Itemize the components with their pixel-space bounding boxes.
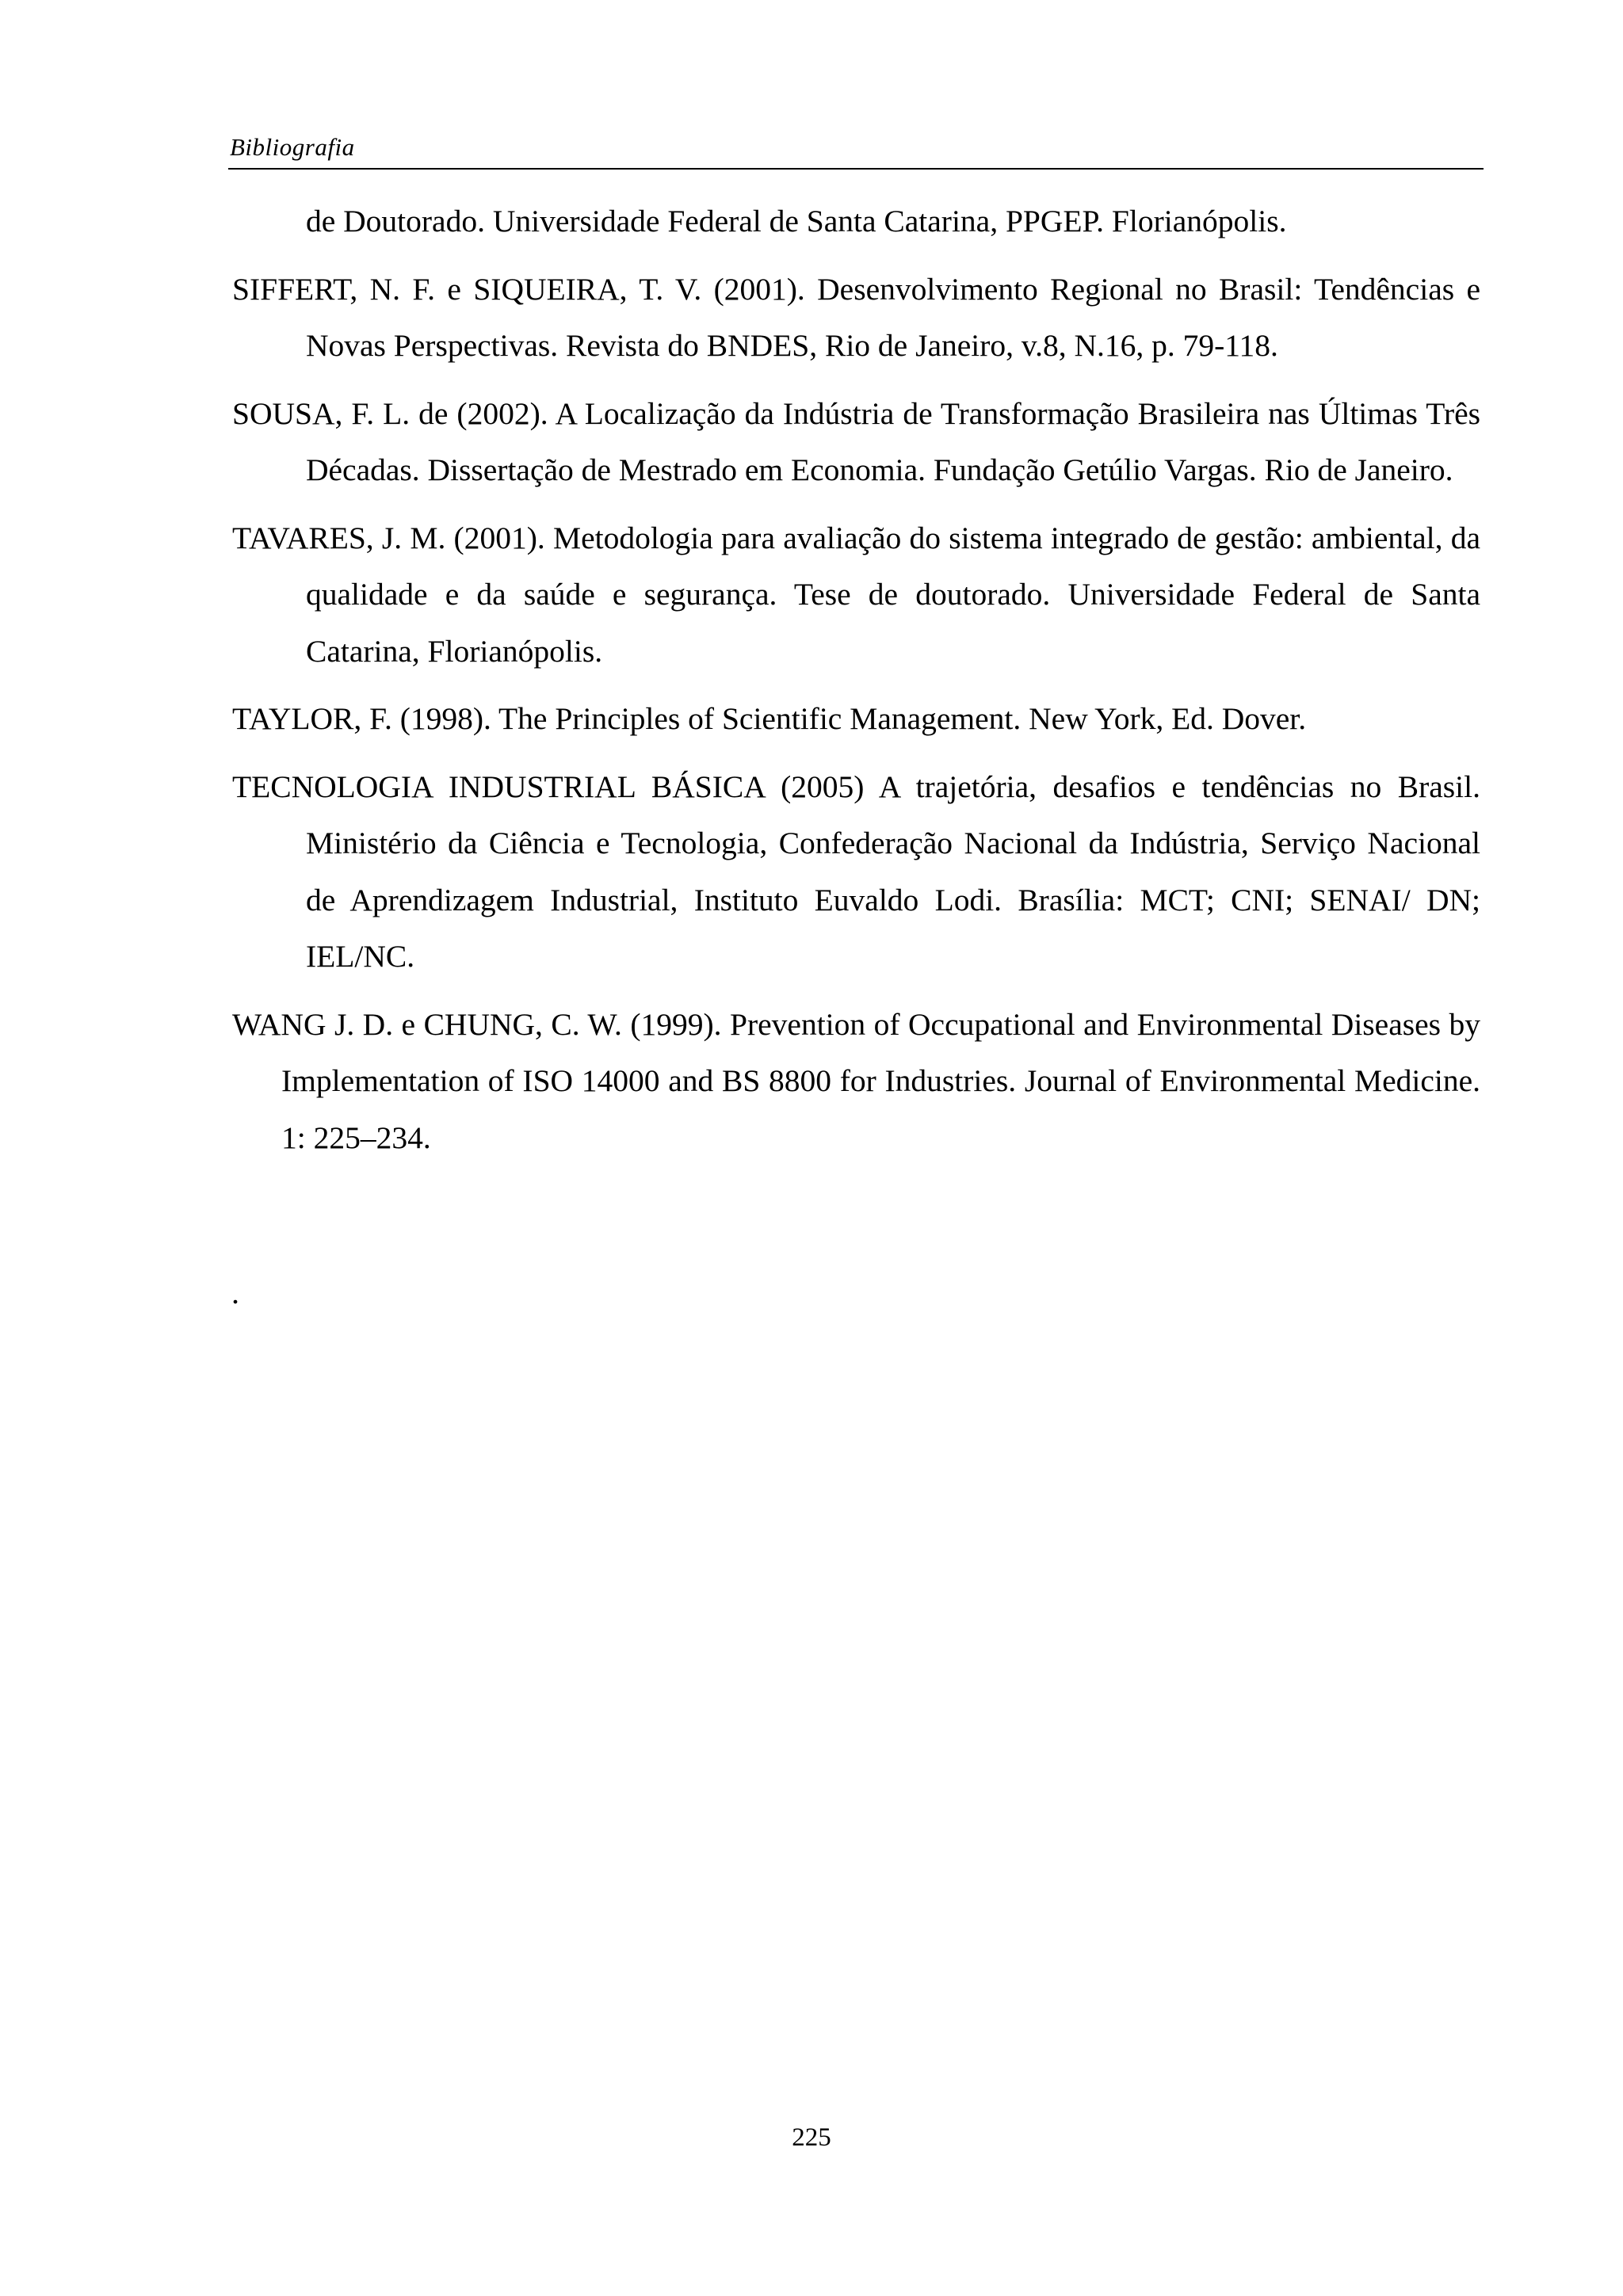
reference-entry: TAYLOR, F. (1998). The Principles of Scientific Management. New York, Ed. Dover. xyxy=(232,701,1307,736)
running-header: Bibliografia xyxy=(230,133,355,161)
reference-entry: WANG J. D. e CHUNG, C. W. (1999). Prevention of Occupational and Environmental Diseases by Implementation of ISO 14000 and BS 8800 for Industries. Journal of Environmental Medicine. 1: 225–234. xyxy=(232,1006,1480,1155)
reference-entry: de Doutorado. Universidade Federal de Santa Catarina, PPGEP. Florianópolis. xyxy=(306,204,1287,238)
reference-list xyxy=(232,193,1480,1177)
reference-entry: TAVARES, J. M. (2001). Metodologia para avaliação do sistema integrado de gestão: ambiental, da qualidade e da saúde e segurança. Tese de doutorado. Universidade Federal de Santa Catarina, Florianópolis. xyxy=(232,520,1480,669)
page-number: 225 xyxy=(792,2123,831,2152)
trailing-mark: . xyxy=(231,1275,239,1310)
header-rule xyxy=(228,168,1484,170)
reference-entry: SIFFERT, N. F. e SIQUEIRA, T. V. (2001). Desenvolvimento Regional no Brasil: Tendências e Novas Perspectivas. Revista do BNDES, Rio de Janeiro, v.8, N.16, p. 79-118. xyxy=(232,271,1480,363)
reference-entry: SOUSA, F. L. de (2002). A Localização da Indústria de Transformação Brasileira nas Últimas Três Décadas. Dissertação de Mestrado em Economia. Fundação Getúlio Vargas. Rio de Janeiro. xyxy=(232,395,1480,487)
reference-entry: TECNOLOGIA INDUSTRIAL BÁSICA (2005) A trajetória, desafios e tendências no Brasil. Ministério da Ciência e Tecnologia, Confederação Nacional da Indústria, Serviço Nacional de Aprendizagem Industrial, Instituto Euvaldo Lodi. Brasília: MCT; CNI; SENAI/ DN; IEL/NC. xyxy=(232,769,1480,974)
